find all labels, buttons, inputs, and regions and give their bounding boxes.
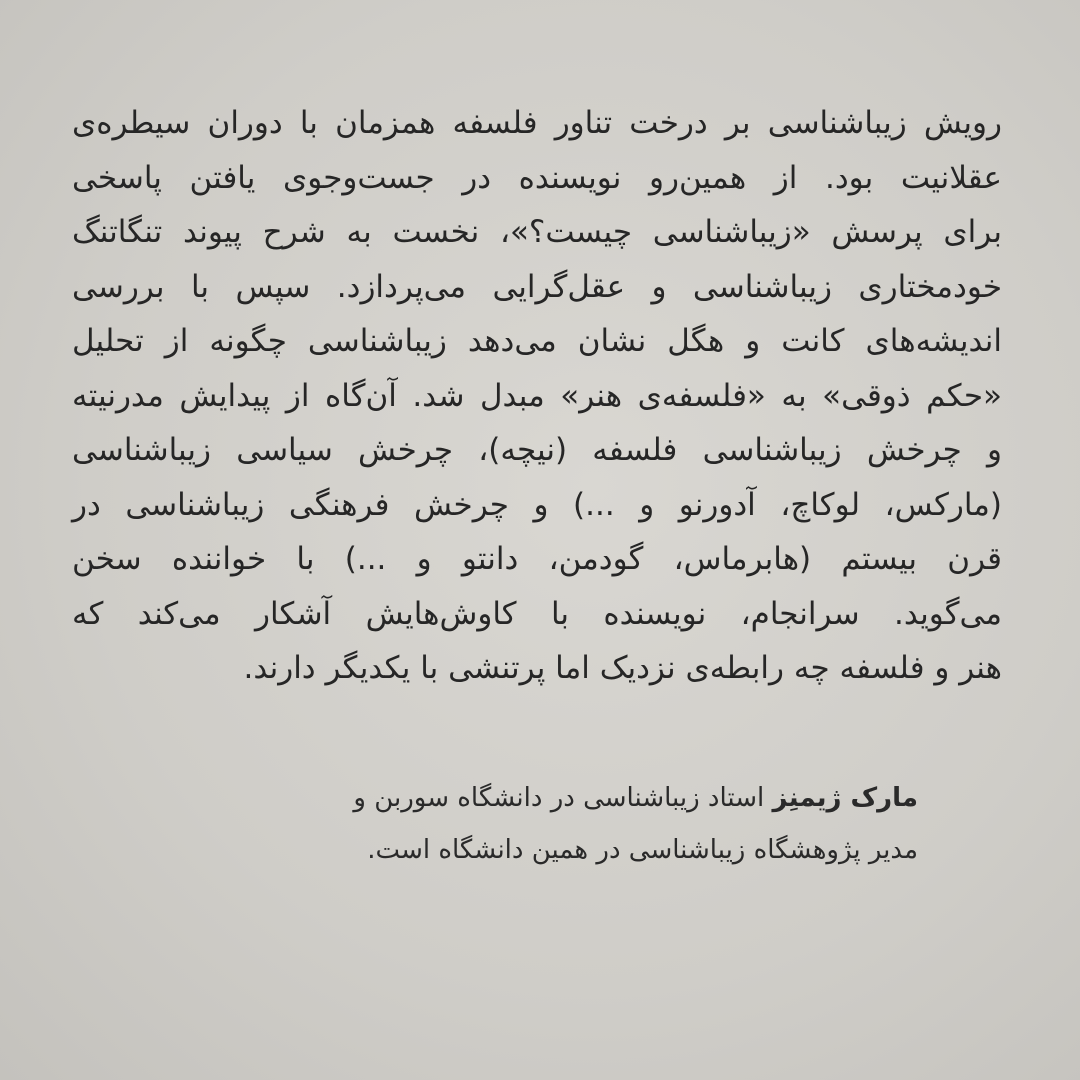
author-name: مارک ژیمنِز xyxy=(772,783,918,813)
description-line: می‌گوید. سرانجام، نویسنده با کاوش‌هایش آشکار می‌کند که xyxy=(72,595,1002,632)
description-line: قرن بیستم (هابرماس، گودمن، دانتو و ...) با خواننده سخن xyxy=(72,541,1002,577)
description-line: برای پرسش «زیباشناسی چیست؟»، نخست به شرح پیوند تنگاتنگ xyxy=(72,214,1002,250)
author-bio-line-1 xyxy=(158,772,918,824)
author-title: استاد زیباشناسی در دانشگاه سوربن و xyxy=(353,783,773,813)
description-line: اندیشه‌های کانت و هگل نشان می‌دهد زیباشناسی چگونه از تحلیل xyxy=(72,323,1002,359)
description-line: «حکم ذوقی» به «فلسفه‌ی هنر» مبدل شد. آن‌گاه از پیدایش مدرنیته xyxy=(72,377,1002,414)
description-line: عقلانیت بود. از همین‌رو نویسنده در جست‌وجوی یافتن پاسخی xyxy=(72,159,1002,196)
description-line: (مارکس، لوکاچ، آدورنو و ...) و چرخش فرهنگی زیباشناسی در xyxy=(72,486,1002,523)
author-bio-line-2: مدیر پژوهشگاه زیباشناسی در همین دانشگاه است. xyxy=(367,835,918,865)
description-paragraph xyxy=(72,96,1002,696)
author-bio xyxy=(158,772,918,876)
description-line: خودمختاری زیباشناسی و عقل‌گرایی می‌پردازد. سپس با بررسی xyxy=(72,268,1002,305)
description-line: رویش زیباشناسی بر درخت تناور فلسفه همزمان با دوران سیطره‌ی xyxy=(72,105,1002,141)
description-line: و چرخش زیباشناسی فلسفه (نیچه)، چرخش سیاسی زیباشناسی xyxy=(72,432,1002,468)
description-line: هنر و فلسفه چه رابطه‌ی نزدیک اما پرتنشی با یکدیگر دارند. xyxy=(243,650,1002,686)
